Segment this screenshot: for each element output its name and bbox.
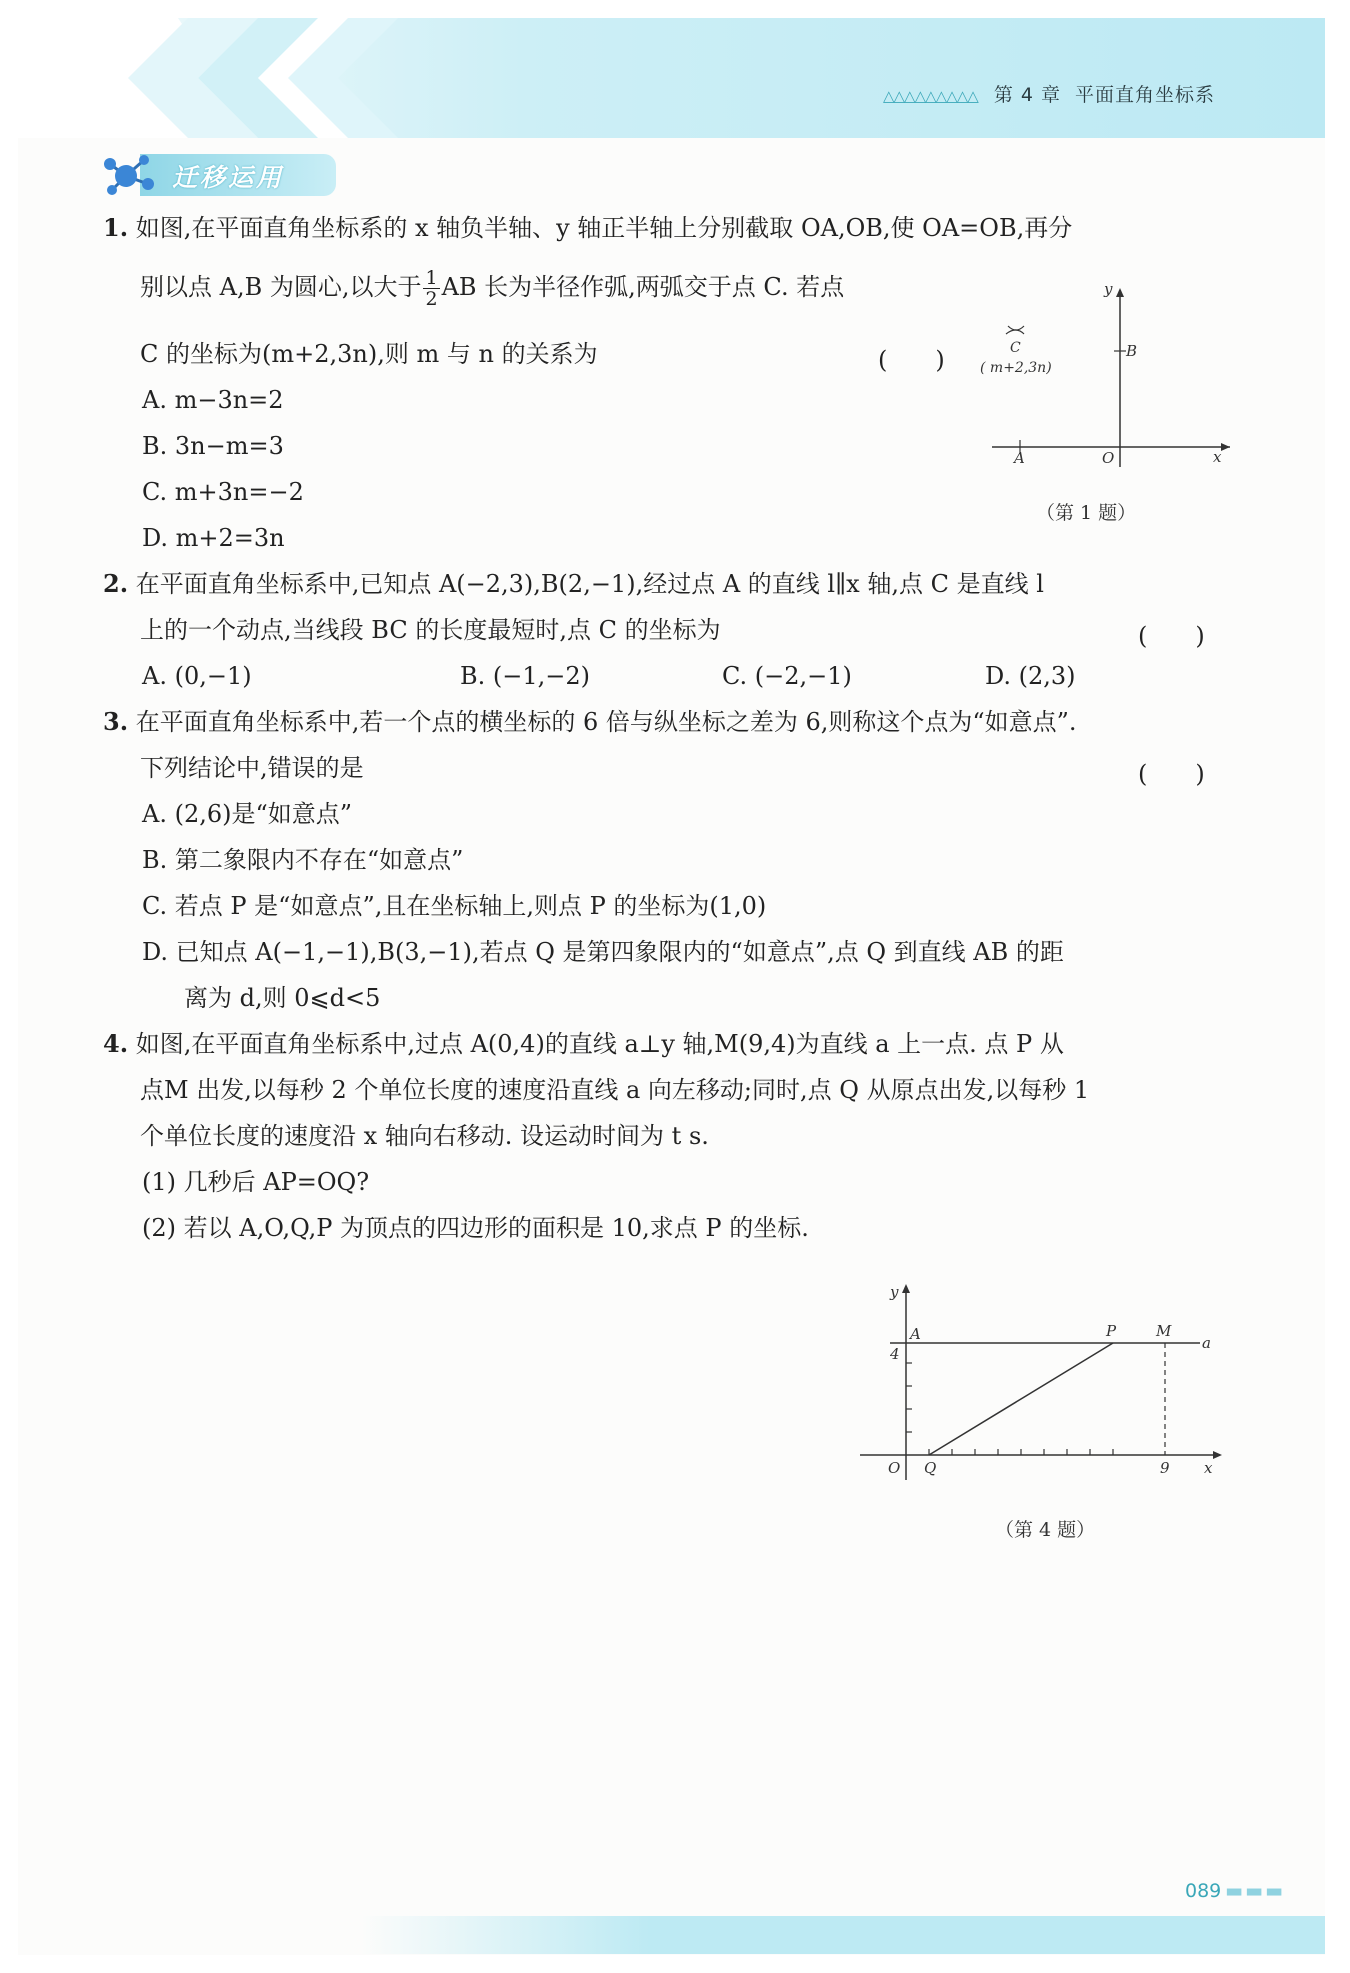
section-badge (100, 150, 350, 202)
chapter-title: 平面直角坐标系 (1074, 84, 1215, 106)
q3-option-c: C. 若点 P 是“如意点”,且在坐标轴上,则点 P 的坐标为(1,0) (142, 892, 767, 920)
q2-line1: 2. 在平面直角坐标系中,已知点 A(−2,3),B(2,−1),经过点 A 的直线 l∥x 轴,点 C 是直线 l (103, 569, 1044, 598)
q1-line1: 1. 如图,在平面直角坐标系的 x 轴负半轴、y 轴正半轴上分别截取 OA,OB,使 OA=OB,再分 (103, 213, 1073, 242)
q2-option-d: D. (2,3) (985, 662, 1076, 690)
q3-option-a: A. (2,6)是“如意点” (142, 800, 353, 828)
q4-number: 4. (103, 1029, 129, 1058)
q4-figure (860, 1280, 1230, 1500)
q1-line3: C 的坐标为(m+2,3n),则 m 与 n 的关系为 (140, 340, 598, 368)
fig4-label-m: M (1156, 1322, 1172, 1340)
footer-band (360, 1916, 1325, 1954)
q2-line2: 上的一个动点,当线段 BC 的长度最短时,点 C 的坐标为 (140, 616, 721, 644)
fig4-label-4: 4 (890, 1345, 900, 1363)
q4-line1: 4. 如图,在平面直角坐标系中,过点 A(0,4)的直线 a⊥y 轴,M(9,4)为直线 a 上一点. 点 P 从 (103, 1029, 1064, 1058)
fig1-label-b: B (1126, 342, 1138, 360)
chapter-header (18, 18, 1325, 138)
fig4-label-9: 9 (1160, 1459, 1170, 1477)
fig1-label-c: C (1010, 340, 1021, 356)
q2-option-b: B. (−1,−2) (460, 662, 591, 690)
x-ticks (929, 1449, 1113, 1455)
q4-figure-caption: （第 4 题） (995, 1519, 1096, 1541)
section-title: 迁移运用 (172, 163, 285, 192)
q2-number: 2. (103, 569, 129, 598)
y-ticks (906, 1363, 912, 1432)
triangle-decoration-icon: △△△△△△△△△ (882, 87, 978, 105)
q3-option-d-cont: 离为 d,则 0⩽d<5 (184, 984, 381, 1012)
page-number: 089 ▬ ▬ ▬ (1185, 1880, 1282, 1902)
q1-option-b: B. 3n−m=3 (142, 432, 284, 460)
fraction-one-half: $\frac{1}{2}$ (425, 267, 438, 310)
fig1-label-o: O (1102, 449, 1115, 467)
q4-sub2: (2) 若以 A,O,Q,P 为顶点的四边形的面积是 10,求点 P 的坐标. (142, 1214, 809, 1242)
q1-number: 1. (103, 213, 129, 242)
q4-line3: 个单位长度的速度沿 x 轴向右移动. 设运动时间为 t s. (140, 1122, 709, 1150)
q3-answer-blank: ( ) (1138, 760, 1205, 788)
fig4-label-p: P (1106, 1322, 1117, 1340)
segment-qp (929, 1343, 1113, 1455)
q3-option-d: D. 已知点 A(−1,−1),B(3,−1),若点 Q 是第四象限内的“如意点”,点 Q 到直线 AB 的距 (142, 938, 1064, 966)
fig4-label-a-point: A (910, 1325, 921, 1343)
fig4-label-x: x (1204, 1459, 1213, 1477)
fig4-label-a-line: a (1202, 1334, 1211, 1352)
q3-number: 3. (103, 707, 129, 736)
q4-line2: 点M 出发,以每秒 2 个单位长度的速度沿直线 a 向左移动;同时,点 Q 从原点出发,以每秒 1 (140, 1076, 1090, 1104)
header-title (883, 80, 1215, 107)
q1-option-d: D. m+2=3n (142, 524, 285, 552)
fig1-label-c-coord: ( m+2,3n) (980, 360, 1052, 376)
q1-figure (980, 282, 1240, 482)
q3-option-b: B. 第二象限内不存在“如意点” (142, 846, 464, 874)
q1-figure-caption: （第 1 题） (1036, 502, 1137, 524)
y-axis-arrow-icon (902, 1284, 910, 1293)
fig1-label-x: x (1213, 448, 1222, 466)
q1-answer-blank: ( ) (878, 346, 945, 374)
chapter-label: 第 4 章 (993, 84, 1061, 106)
q2-option-c: C. (−2,−1) (722, 662, 852, 690)
q2-option-a: A. (0,−1) (142, 662, 252, 690)
fig4-label-y: y (890, 1283, 899, 1301)
q1-option-a: A. m−3n=2 (142, 386, 284, 414)
q3-line2: 下列结论中,错误的是 (140, 754, 364, 782)
fig4-label-o: O (888, 1459, 901, 1477)
fig1-label-y: y (1104, 282, 1113, 298)
x-axis-arrow-icon (1221, 443, 1230, 451)
fig1-label-a: A (1014, 449, 1025, 467)
q4-sub1: (1) 几秒后 AP=OQ? (142, 1168, 370, 1196)
q2-answer-blank: ( ) (1138, 622, 1205, 650)
molecule-icon (100, 150, 170, 202)
q3-line1: 3. 在平面直角坐标系中,若一个点的横坐标的 6 倍与纵坐标之差为 6,则称这个点为“如意点”. (103, 707, 1077, 736)
arc-c-1 (1006, 330, 1024, 334)
dash-decoration-icon: ▬ ▬ ▬ (1225, 1880, 1282, 1902)
q1-option-c: C. m+3n=−2 (142, 478, 304, 506)
y-axis-arrow-icon (1116, 288, 1124, 297)
q1-line2: 别以点 A,B 为圆心,以大于 $\frac{1}{2}$ AB 长为半径作弧,两弧交于点 C. 若点 (140, 267, 845, 310)
header-band-graphic (18, 18, 1325, 138)
fig4-label-q: Q (924, 1459, 937, 1477)
x-axis-arrow-icon (1213, 1451, 1222, 1459)
